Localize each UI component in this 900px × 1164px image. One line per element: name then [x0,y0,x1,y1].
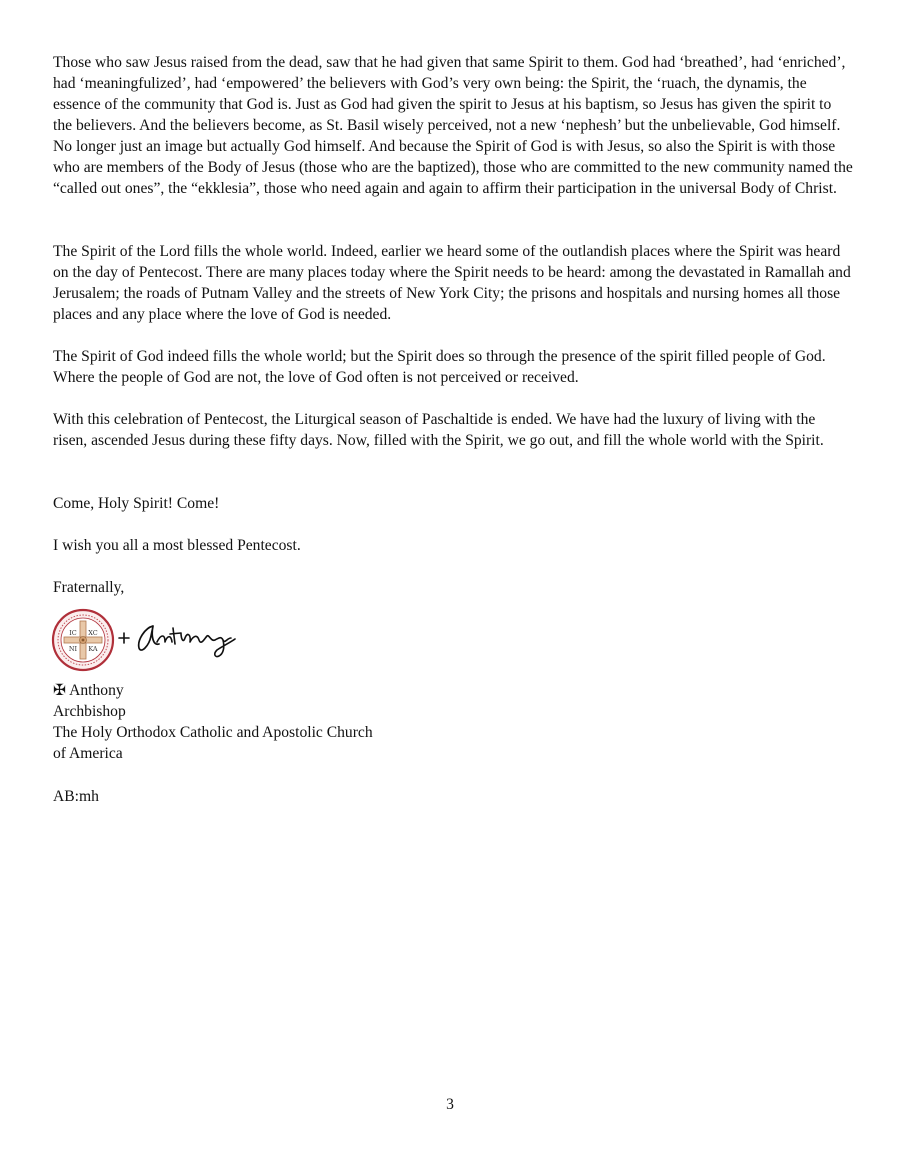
church-name-line-2: of America [53,745,123,762]
episcopal-seal-icon [51,608,115,672]
seal-letter-xc: XC [88,629,98,637]
paragraph-paschaltide-ended: With this celebration of Pentecost, the Liturgical season of Paschaltide is ended. We have had the luxury of living with the risen, ascended Jesus during these fifty days. Now, filled with the Spirit, we go out, and fill the whole world with the Spirit. [53,411,824,449]
closing-salutation: Fraternally, [53,579,125,596]
seal-letter-ic: IC [69,629,77,637]
page-number: 3 [446,1096,454,1113]
reference-initials: AB:mh [53,788,99,805]
signer-name: ✠ Anthony [53,682,124,699]
church-name-line-1: The Holy Orthodox Catholic and Apostolic Church [53,724,373,741]
paragraph-blessed-pentecost: I wish you all a most blessed Pentecost. [53,537,301,554]
paragraph-come-holy-spirit: Come, Holy Spirit! Come! [53,495,220,512]
seal-letter-ka: KA [88,645,98,653]
seal-letter-ni: NI [68,645,78,653]
paragraph-spirit-given: Those who saw Jesus raised from the dead, saw that he had given that same Spirit to them. God had ‘breathed’, had ‘enriched’, had ‘meaningfulized’, had ‘empowered’ the believers with God’s very own being: the Spirit, the ‘ruach, the dynamis, the essence of the community that God is. Just as God had given the spirit to Jesus at his baptism, so Jesus has given the spirit to the believers. And the believers become, as St. Basil wisely perceived, not a new ‘nephesh’ but the unbelievable, God himself. No longer just an image but actually God himself. And because the Spirit of God is with Jesus, so also the Spirit is with those who are members of the Body of Jesus (those who are the baptized), those who are committed to the new community named the “called out ones”, the “ekklesia”, those who need again and again to affirm their participation in the universal Body of Christ. [53,54,853,197]
paragraph-spirit-fills-world: The Spirit of the Lord fills the whole world. Indeed, earlier we heard some of the outlandish places where the Spirit was heard on the day of Pentecost. There are many places today where the Spirit needs to be heard: among the devastated in Ramallah and Jerusalem; the roads of Putnam Valley and the streets of New York City; the prisons and hospitals and nursing homes all those places and any place where the love of God is needed. [53,243,851,323]
paragraph-people-of-god: The Spirit of God indeed fills the whole world; but the Spirit does so through the presence of the spirit filled people of God. Where the people of God are not, the love of God often is not perceived or received. [53,348,826,386]
handwritten-signature [115,612,240,662]
signature-block [53,680,373,764]
signer-title: Archbishop [53,703,126,720]
